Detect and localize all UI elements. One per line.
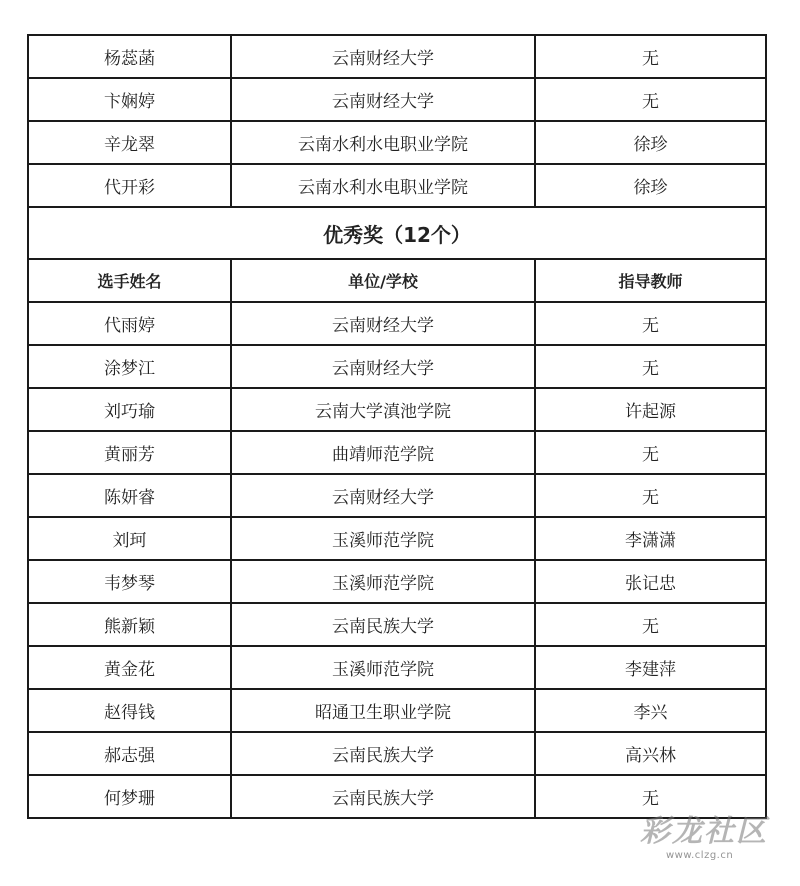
contestant-name: 卞娴婷 [28,78,231,121]
contestant-name: 杨蕊菡 [28,35,231,78]
section-row [28,207,766,259]
teacher-name: 李建萍 [535,646,766,689]
table-row [28,603,766,646]
contestant-name: 黄丽芳 [28,431,231,474]
teacher-name: 无 [535,345,766,388]
contestant-name: 辛龙翠 [28,121,231,164]
column-header-school: 单位/学校 [231,259,535,302]
school-name: 玉溪师范学院 [231,560,535,603]
school-name: 云南民族大学 [231,732,535,775]
table-row [28,345,766,388]
contestant-name: 赵得钱 [28,689,231,732]
table-row [28,302,766,345]
watermark-url: www.clzg.cn [666,850,734,861]
teacher-name: 高兴林 [535,732,766,775]
school-name: 云南水利水电职业学院 [231,164,535,207]
table-row [28,35,766,78]
teacher-name: 许起源 [535,388,766,431]
table-row [28,164,766,207]
contestant-name: 涂梦江 [28,345,231,388]
table-row [28,431,766,474]
table-row [28,78,766,121]
teacher-name: 无 [535,431,766,474]
table-row [28,689,766,732]
teacher-name: 无 [535,78,766,121]
teacher-name: 无 [535,35,766,78]
contestant-name: 代开彩 [28,164,231,207]
award-table [27,34,767,819]
table-row [28,517,766,560]
school-name: 云南财经大学 [231,474,535,517]
column-header-name: 选手姓名 [28,259,231,302]
contestant-name: 郝志强 [28,732,231,775]
teacher-name: 张记忠 [535,560,766,603]
school-name: 云南财经大学 [231,35,535,78]
school-name: 云南财经大学 [231,78,535,121]
teacher-name: 徐珍 [535,164,766,207]
teacher-name: 无 [535,775,766,818]
school-name: 曲靖师范学院 [231,431,535,474]
watermark-logo-text: 彩龙社区 [640,814,768,849]
contestant-name: 何梦珊 [28,775,231,818]
contestant-name: 陈妍睿 [28,474,231,517]
school-name: 云南民族大学 [231,603,535,646]
column-header-teacher: 指导教师 [535,259,766,302]
table-body [28,35,766,818]
school-name: 云南财经大学 [231,302,535,345]
school-name: 云南水利水电职业学院 [231,121,535,164]
contestant-name: 刘珂 [28,517,231,560]
school-name: 云南大学滇池学院 [231,388,535,431]
table-row [28,560,766,603]
school-name: 玉溪师范学院 [231,646,535,689]
teacher-name: 无 [535,474,766,517]
school-name: 玉溪师范学院 [231,517,535,560]
school-name: 云南财经大学 [231,345,535,388]
teacher-name: 无 [535,603,766,646]
school-name: 昭通卫生职业学院 [231,689,535,732]
teacher-name: 李潇潇 [535,517,766,560]
table-row [28,121,766,164]
table-row [28,646,766,689]
table-row [28,474,766,517]
teacher-name: 李兴 [535,689,766,732]
table-row [28,388,766,431]
contestant-name: 黄金花 [28,646,231,689]
contestant-name: 韦梦琴 [28,560,231,603]
header-row [28,259,766,302]
section-title: 优秀奖（12个） [28,207,766,259]
school-name: 云南民族大学 [231,775,535,818]
teacher-name: 徐珍 [535,121,766,164]
table-row [28,732,766,775]
contestant-name: 代雨婷 [28,302,231,345]
contestant-name: 刘巧瑜 [28,388,231,431]
teacher-name: 无 [535,302,766,345]
contestant-name: 熊新颖 [28,603,231,646]
table-row [28,775,766,818]
